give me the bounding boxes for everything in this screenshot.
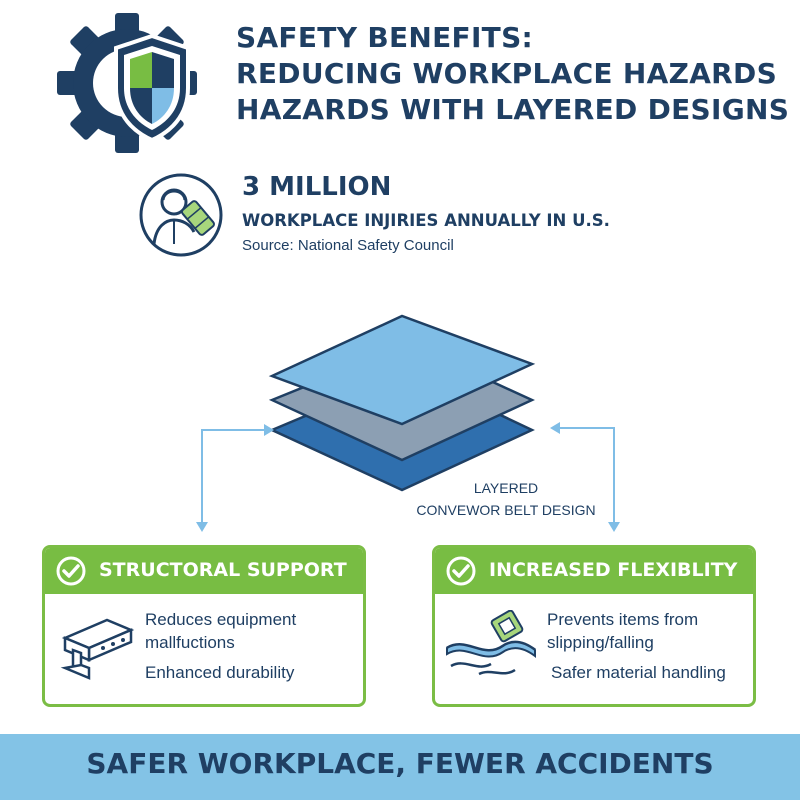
flexible-belt-icon	[443, 610, 539, 682]
right-arrow-head-left	[550, 422, 560, 434]
diagram-caption-line-2: CONVEWOR BELT DESIGN	[416, 502, 596, 518]
right-arrow-head-down	[608, 522, 620, 532]
check-circle-icon	[55, 555, 87, 587]
check-circle-icon	[445, 555, 477, 587]
page-title	[236, 20, 790, 128]
card-text-line-2: slipping/falling	[547, 633, 654, 652]
card-text-line-1: Prevents items from	[547, 610, 699, 629]
title-line-2: REDUCING WORKPLACE HAZARDS	[236, 57, 778, 90]
card-text-line-3: Enhanced durability	[145, 663, 295, 682]
injured-worker-icon	[138, 172, 224, 258]
left-arrow-head-down	[196, 522, 208, 532]
left-arrow-connector	[202, 430, 264, 526]
diagram-caption	[396, 477, 616, 521]
card-text-line-2: mallfuctions	[145, 633, 235, 652]
stat-label: WORKPLACE INJIRIES ANNUALLY IN U.S.	[242, 211, 610, 230]
card-header	[435, 548, 753, 594]
steel-beam-icon	[59, 612, 143, 682]
card-header	[45, 548, 363, 594]
card-title: INCREASED FLEXIBLITY	[489, 559, 738, 581]
footer-text: SAFER WORKPLACE, FEWER ACCIDENTS	[86, 747, 714, 780]
title-line-3: HAZARDS WITH LAYERED DESIGNS	[236, 93, 790, 126]
card-increased-flexibility	[432, 545, 756, 707]
left-arrow-head-right	[264, 424, 274, 436]
card-structural-support	[42, 545, 366, 707]
card-text-line-3: Safer material handling	[551, 663, 726, 682]
diagram-caption-line-1: LAYERED	[473, 480, 539, 496]
title-line-1: SAFETY BENEFITS:	[236, 21, 534, 54]
gear-shield-icon	[52, 8, 202, 158]
stat-number: 3 MILLION	[242, 172, 392, 202]
card-title: STRUCTORAL SUPPORT	[99, 559, 347, 581]
card-text-line-1: Reduces equipment	[145, 610, 297, 629]
stat-source: Source: National Safety Council	[242, 237, 454, 254]
